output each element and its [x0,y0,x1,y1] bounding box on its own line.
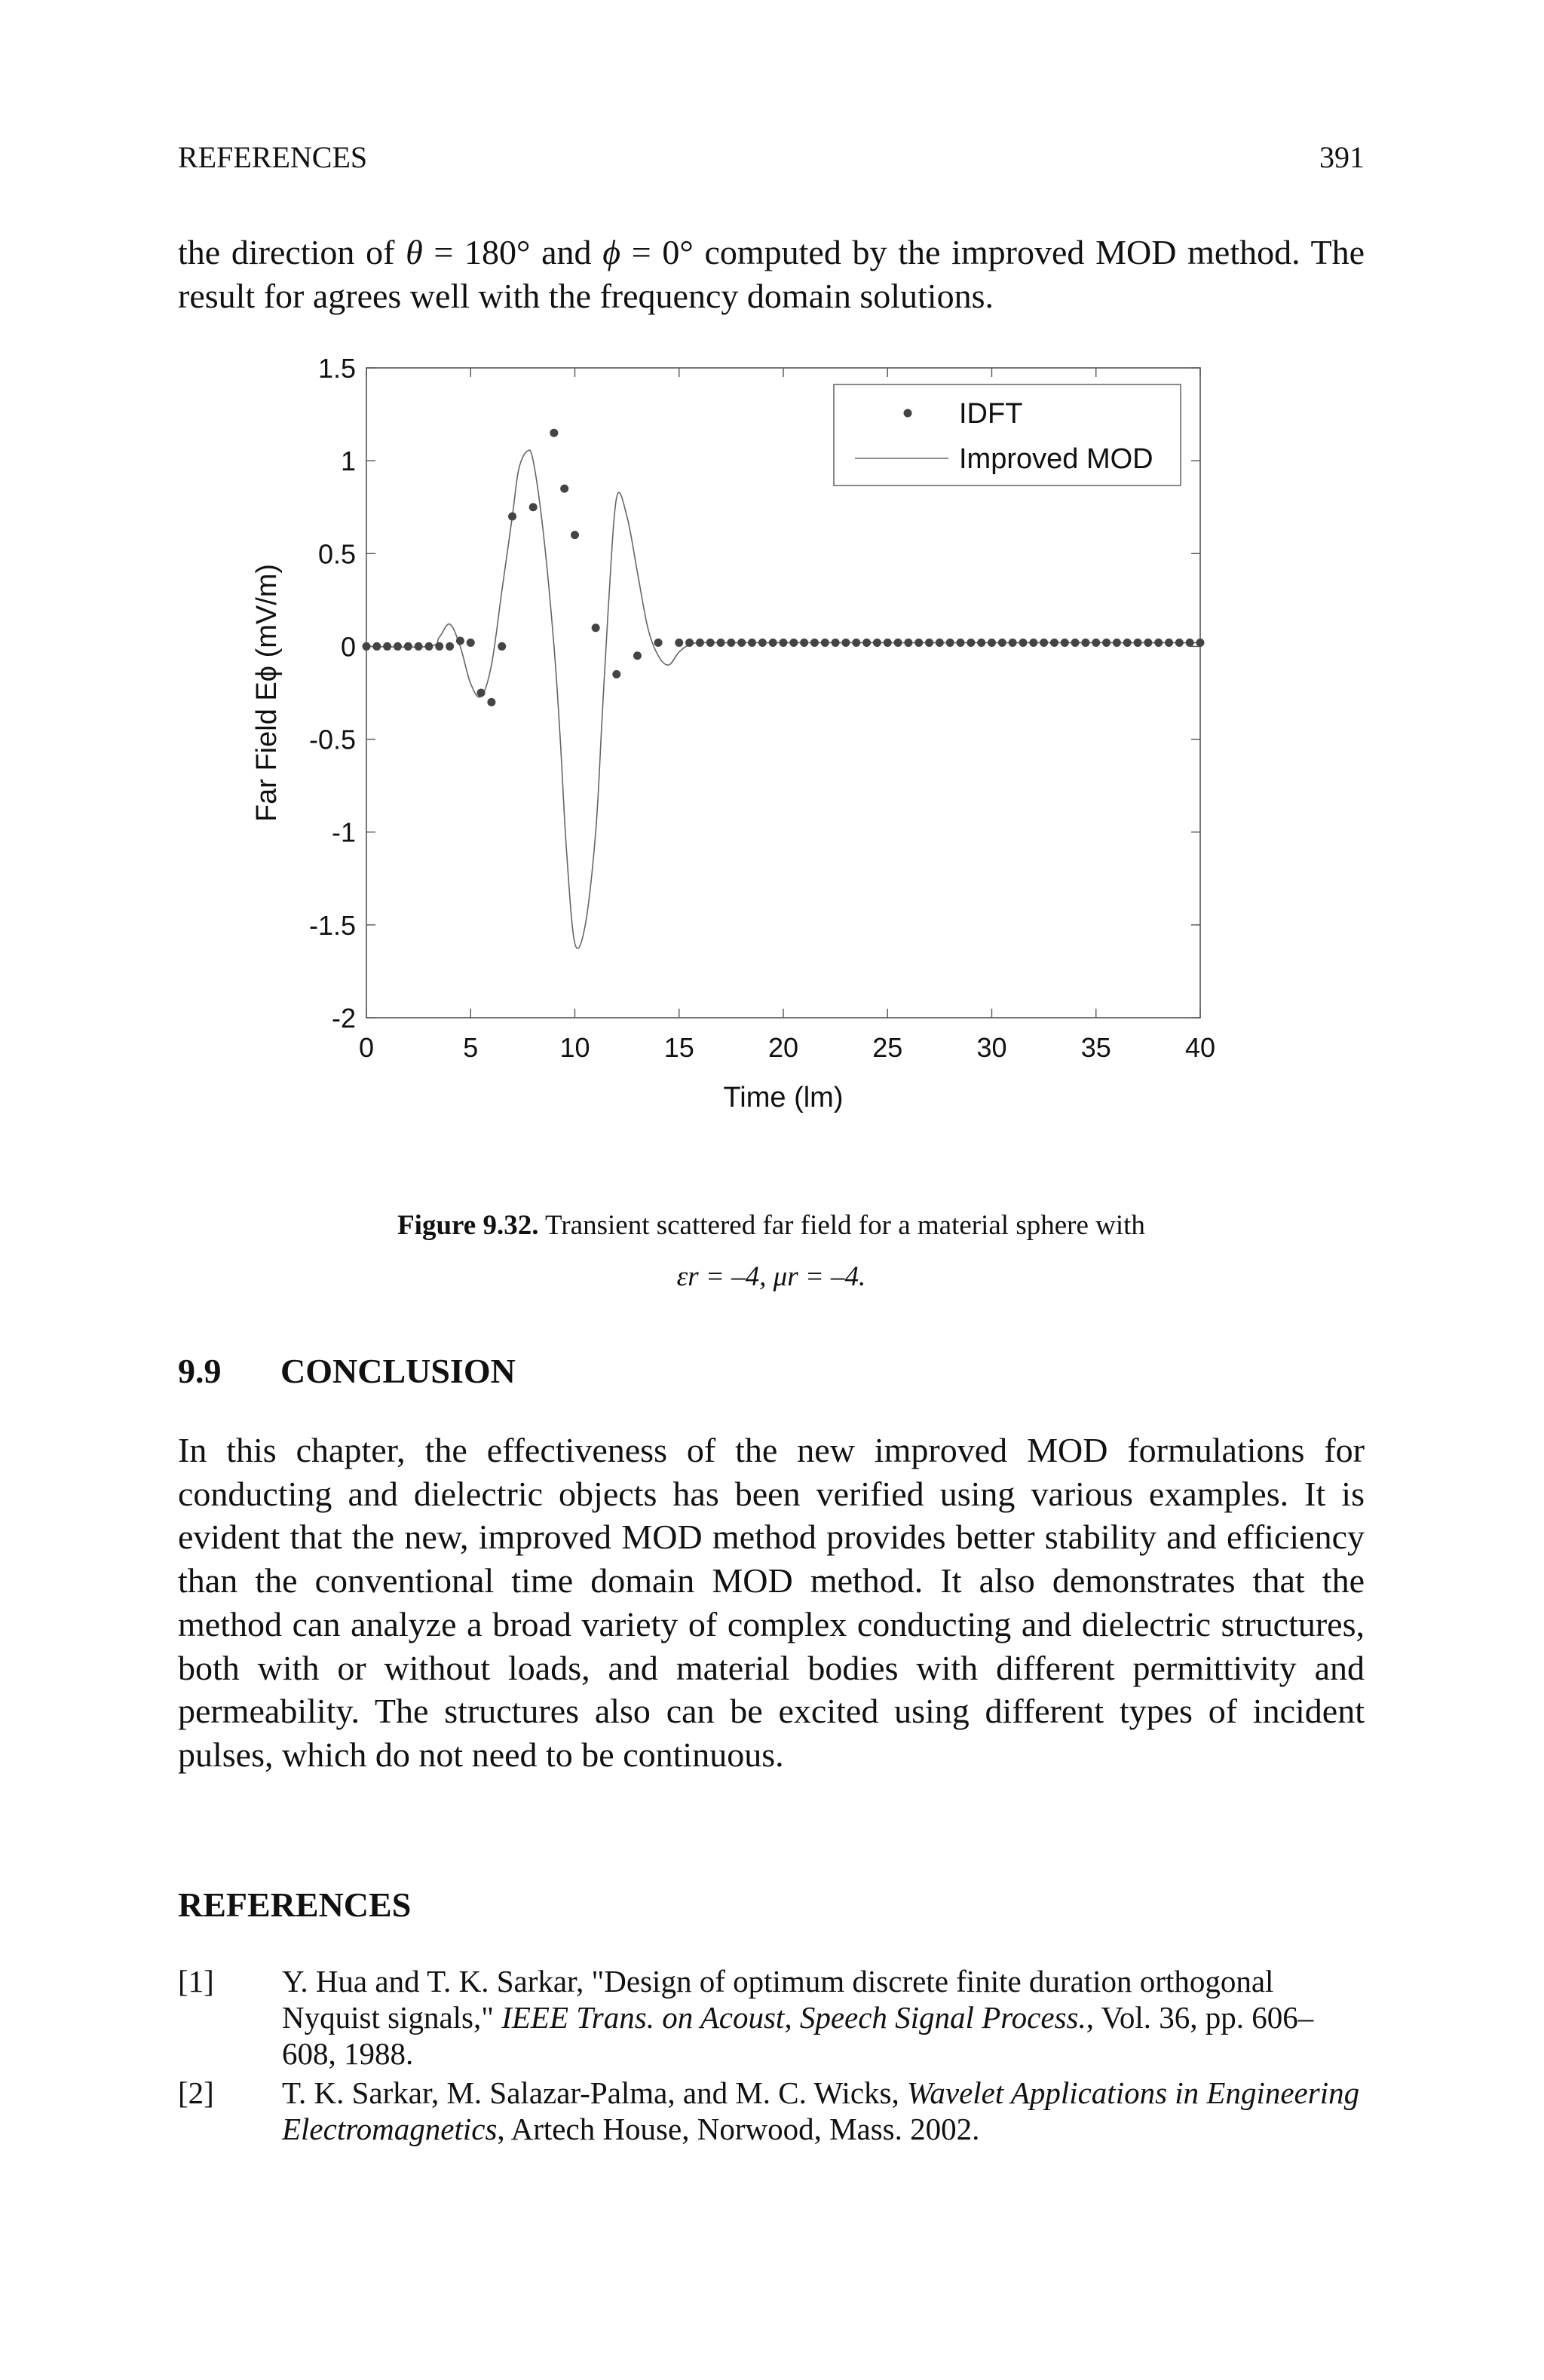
idft-point [852,639,860,647]
idft-point [800,639,808,647]
idft-point [706,639,715,647]
y-tick-label: 0 [340,631,356,663]
idft-point [394,642,402,651]
intro-text-3: = 0° computed by the improved MOD method. The result for agrees well with the frequency domain solutions. [178,233,1365,315]
caption-text: Transient scattered far field for a material sphere with [545,1210,1145,1241]
legend-mod-label: Improved MOD [959,443,1153,475]
idft-point [685,639,694,647]
caption-formula: εr = –4, μr = –4. [676,1261,866,1292]
y-tick-label: -1.5 [308,909,356,941]
intro-text-2: = 180° and [422,233,603,271]
reference-label: [1] [178,1964,214,1999]
idft-point [529,503,538,511]
section-heading [178,1351,516,1391]
x-tick-label: 25 [872,1032,903,1063]
reference-book: Wavelet Applications in Engineering Electromagnetics [282,2075,1360,2146]
idft-point [862,639,871,647]
idft-point [1029,639,1037,647]
theta-symbol: θ [406,233,423,271]
y-tick-label: 1 [340,446,356,477]
idft-point [780,639,788,647]
idft-point [1092,639,1100,647]
idft-point [612,670,620,678]
reference-text: , Artech House, Norwood, Mass. 2002. [497,2112,980,2146]
idft-point [633,651,642,660]
idft-point [592,623,600,632]
idft-point [769,639,777,647]
x-tick-label: 20 [767,1032,799,1063]
idft-point [487,698,495,706]
section-number: 9.9 [178,1352,222,1390]
idft-point [1061,639,1069,647]
idft-point [1102,639,1111,647]
reference-label: [2] [178,2075,214,2110]
idft-point [914,639,923,647]
idft-point [435,642,443,651]
idft-point [998,639,1006,647]
phi-symbol: ϕ [602,233,621,271]
idft-point [1071,639,1080,647]
idft-point [841,639,850,647]
idft-point [977,639,985,647]
idft-point [717,639,725,647]
idft-point [1081,639,1089,647]
x-tick-label: 5 [463,1032,479,1063]
idft-point [446,642,454,651]
idft-point [957,639,965,647]
idft-point [571,531,579,539]
idft-point [675,639,683,647]
idft-point [467,639,475,647]
x-tick-label: 0 [358,1032,375,1063]
figure-label: Figure 9.32. [397,1210,539,1241]
intro-paragraph [178,231,1365,317]
conclusion-paragraph: In this chapter, the effectiveness of the new improved MOD formulations for conducting and dielectric objects has been verified using various examples. It is evident that the new, improved MOD method provides better stability and efficiency than the conventional time domain MOD method. It also demonstrates that the method can analyze a broad variety of complex conducting and dielectric structures, both with or without loads, and material bodies with different permittivity and permeability. The structures also can be excited using different types of incident pulses, which do not need to be continuous. [178,1431,1365,1774]
reference-item [178,1963,1365,2072]
idft-point [936,639,944,647]
idft-point [1134,639,1142,647]
idft-point [821,639,829,647]
section-title: CONCLUSION [280,1352,516,1390]
idft-point [1123,639,1132,647]
idft-point [498,642,506,651]
idft-point [415,642,423,651]
reference-item [178,2075,1365,2147]
idft-point [383,642,391,651]
y-tick-label: 0.5 [317,538,356,570]
x-tick-label: 40 [1184,1032,1216,1063]
y-tick-label: -2 [331,1003,356,1034]
idft-point [789,639,798,647]
references-heading: REFERENCES [178,1885,412,1924]
idft-point [477,689,486,697]
idft-point [654,639,663,647]
idft-point [748,639,756,647]
idft-point [372,642,381,651]
x-tick-label: 30 [976,1032,1007,1063]
legend-idft-label: IDFT [959,398,1023,430]
idft-point [1154,639,1163,647]
x-tick-label: 10 [559,1032,590,1063]
far-field-chart [226,354,1251,1146]
idft-point [967,639,975,647]
idft-point [727,639,735,647]
idft-point [832,639,840,647]
y-tick-label: 1.5 [317,354,356,384]
y-tick-label: -1 [331,816,356,848]
idft-point [550,429,558,437]
idft-point [925,639,933,647]
idft-point [1175,639,1184,647]
idft-point [696,639,704,647]
idft-point [810,639,819,647]
x-axis-label: Time (lm) [723,1082,844,1113]
idft-point [1009,639,1017,647]
idft-point [1165,639,1173,647]
reference-text: T. K. Sarkar, M. Salazar-Palma, and M. C. Wicks, [282,2075,907,2110]
reference-text: Y. Hua and T. K. Sarkar, "Design of optimum discrete finite duration orthogonal Nyquist signals," [282,1964,1274,2035]
idft-point [873,639,881,647]
idft-point [737,639,746,647]
idft-point [988,639,996,647]
reference-text: , Vol. 36, pp. 606–608, 1988. [282,2000,1314,2071]
idft-point [1186,639,1194,647]
running-header-title: REFERENCES [178,140,368,174]
idft-point [904,639,912,647]
idft-point [1019,639,1027,647]
idft-point [404,642,412,651]
intro-text-1: the direction of [178,233,406,271]
idft-point [363,642,371,651]
idft-point [560,485,568,493]
idft-point [1113,639,1121,647]
page-number: 391 [1319,140,1365,174]
idft-point [946,639,954,647]
idft-point [456,637,464,645]
legend-idft-marker [904,409,912,418]
idft-point [758,639,767,647]
y-axis-label: Far Field Eϕ (mV/m) [251,563,283,822]
reference-body [282,2075,1365,2147]
idft-point [1040,639,1048,647]
idft-point [884,639,892,647]
x-tick-label: 15 [663,1032,694,1063]
idft-point [1144,639,1152,647]
reference-body [282,1963,1365,2072]
idft-point [1196,639,1205,647]
figure-caption [178,1200,1365,1303]
idft-point [894,639,902,647]
idft-point [508,513,516,521]
y-tick-label: -0.5 [308,724,356,755]
reference-journal: IEEE Trans. on Acoust, Speech Signal Process. [501,2000,1086,2035]
idft-point [1050,639,1058,647]
idft-point [424,642,433,651]
x-tick-label: 35 [1080,1032,1111,1063]
running-header [178,139,1365,185]
